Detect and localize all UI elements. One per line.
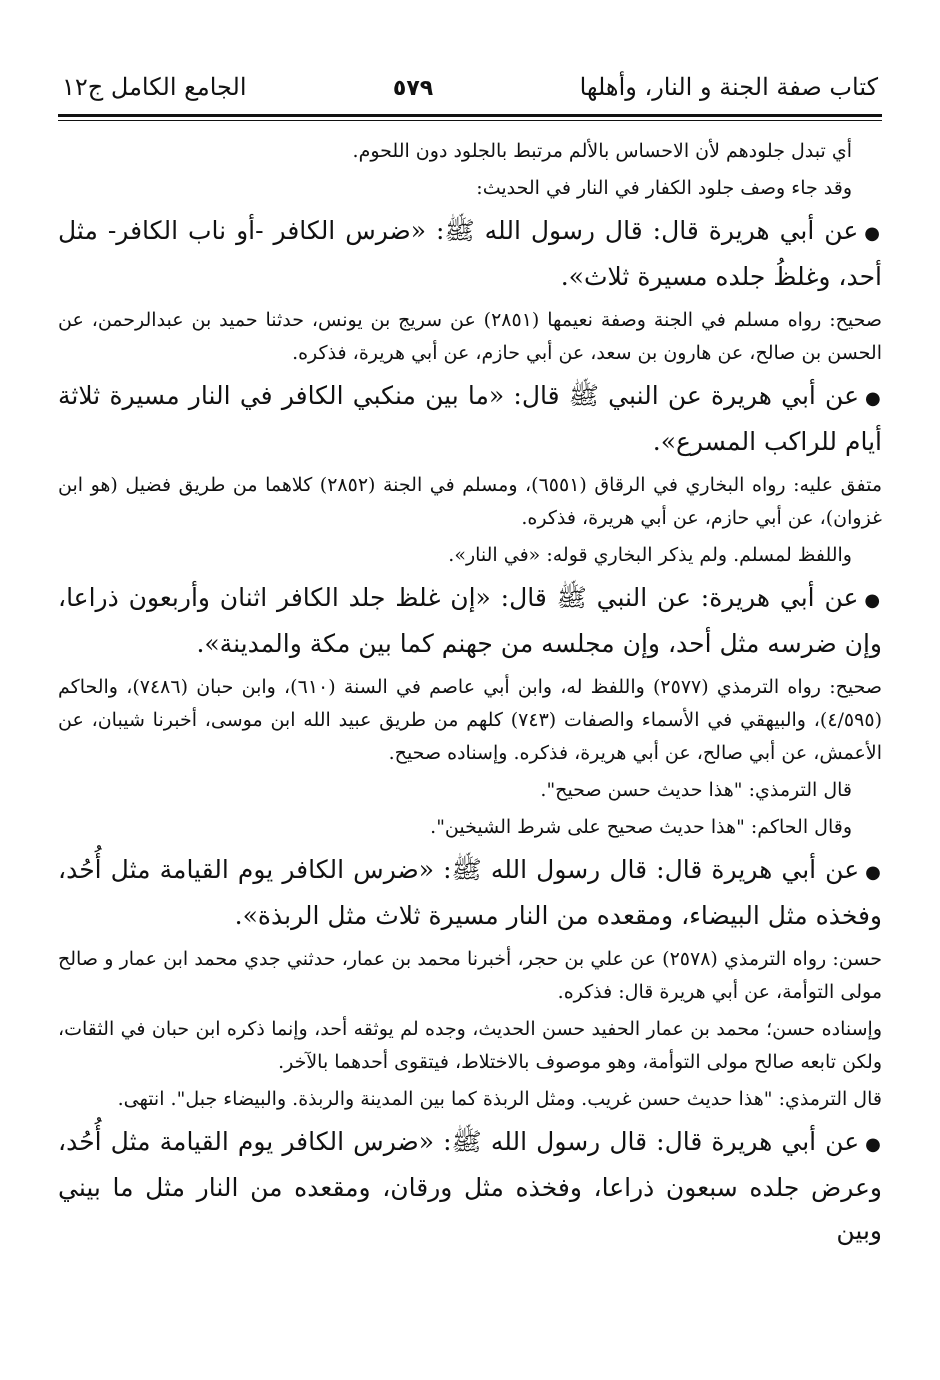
- header-rule-thick: [58, 114, 882, 117]
- chapter-title: كتاب صفة الجنة و النار، وأهلها: [579, 73, 878, 101]
- paragraph-text: قال الترمذي: "هذا حديث حسن غريب. ومثل الربذة كما بين المدينة والربذة. والبيضاء جبل". انتهى.: [117, 1088, 882, 1110]
- page-header: [58, 70, 882, 106]
- commentary-paragraph: [58, 135, 882, 168]
- paragraph-text: واللفظ لمسلم. ولم يذكر البخاري قوله: «في النار».: [448, 544, 852, 566]
- header-rule-thin: [58, 120, 882, 121]
- document-page: [58, 70, 882, 1258]
- paragraph-text: عن أبي هريرة قال: قال رسول الله ﷺ: «ضرس الكافر يوم القيامة مثل أُحُد، وفخذه مثل البيضاء، ومقعده من النار مسيرة ثلاث مثل الربذة».: [58, 855, 882, 930]
- paragraph-text: صحيح: رواه مسلم في الجنة وصفة نعيمها (٢٨٥١) عن سريج بن يونس، حدثنا حميد بن عبدالرحمن، عن الحسن بن صالح، عن هارون بن سعد، عن أبي حازم، عن أبي هريرة، فذكره.: [58, 309, 882, 364]
- commentary-paragraph: [58, 1013, 882, 1079]
- commentary-paragraph: [58, 1083, 882, 1116]
- bullet-icon: ●: [864, 590, 882, 611]
- paragraph-text: أي تبدل جلودهم لأن الاحساس بالألم مرتبط بالجلود دون اللحوم.: [352, 140, 852, 162]
- commentary-paragraph: [58, 943, 882, 1009]
- paragraph-text: عن أبي هريرة قال: قال رسول الله ﷺ: «ضرس الكافر -أو ناب الكافر- مثل أحد، وغلظُ جلده مسيرة ثلاث».: [58, 216, 882, 291]
- hadith-paragraph: [58, 576, 882, 665]
- hadith-paragraph: [58, 1120, 882, 1252]
- bullet-icon: ●: [865, 388, 882, 409]
- bullet-icon: ●: [865, 862, 882, 883]
- hadith-paragraph: [58, 374, 882, 463]
- commentary-paragraph: [58, 304, 882, 370]
- paragraph-text: وإسناده حسن؛ محمد بن عمار الحفيد حسن الحديث، وجده لم يوثقه أحد، وإنما ذكره ابن حبان في الثقات، ولكن تابعه صالح مولى التوأمة، وهو موصوف بالاختلاط، فيتقوى أحدهما بالآخر.: [58, 1018, 882, 1073]
- paragraph-text: عن أبي هريرة عن النبي ﷺ قال: «ما بين منكبي الكافر في النار مسيرة ثلاثة أيام للراكب المسرع».: [58, 381, 882, 456]
- paragraph-text: حسن: رواه الترمذي (٢٥٧٨) عن علي بن حجر، أخبرنا محمد بن عمار، حدثني جدي محمد ابن عمار و صالح مولى التوأمة، عن أبي هريرة قال: فذكره.: [58, 948, 882, 1003]
- hadith-paragraph: [58, 848, 882, 937]
- commentary-paragraph: [58, 811, 882, 844]
- commentary-paragraph: [58, 469, 882, 535]
- page-body: [58, 135, 882, 1252]
- commentary-paragraph: [58, 172, 882, 205]
- book-title: الجامع الكامل ج١٢: [62, 73, 247, 101]
- commentary-paragraph: [58, 539, 882, 572]
- paragraph-text: عن أبي هريرة قال: قال رسول الله ﷺ: «ضرس الكافر يوم القيامة مثل أُحُد، وعرض جلده سبعون ذراعا، وفخذه مثل ورقان، ومقعده من النار مثل ما بيني وبين: [58, 1127, 882, 1245]
- commentary-paragraph: [58, 774, 882, 807]
- paragraph-text: متفق عليه: رواه البخاري في الرقاق (٦٥٥١)، ومسلم في الجنة (٢٨٥٢) كلاهما من طريق فضيل (هو ابن غزوان)، عن أبي حازم، عن أبي هريرة، فذكره.: [58, 474, 882, 529]
- commentary-paragraph: [58, 671, 882, 770]
- paragraph-text: عن أبي هريرة: عن النبي ﷺ قال: «إن غلظ جلد الكافر اثنان وأربعون ذراعا، وإن ضرسه مثل أحد، وإن مجلسه من جهنم كما بين مكة والمدينة».: [58, 583, 882, 658]
- paragraph-text: وقد جاء وصف جلود الكفار في النار في الحديث:: [476, 177, 852, 199]
- paragraph-text: صحيح: رواه الترمذي (٢٥٧٧) واللفظ له، وابن أبي عاصم في السنة (٦١٠)، وابن حبان (٧٤٨٦)، والحاكم (٤/٥٩٥)، والبيهقي في الأسماء والصفات (٧٤٣) كلهم من طريق عبيد الله ابن موسى، أخبرنا شيبان، عن الأعمش، عن أبي صالح، عن أبي هريرة، فذكره. وإسناده صحيح.: [58, 676, 882, 764]
- bullet-icon: ●: [865, 1134, 882, 1155]
- paragraph-text: وقال الحاكم: "هذا حديث صحيح على شرط الشيخين".: [430, 816, 852, 838]
- hadith-paragraph: [58, 209, 882, 298]
- bullet-icon: ●: [864, 223, 882, 244]
- paragraph-text: قال الترمذي: "هذا حديث حسن صحيح".: [540, 779, 852, 801]
- page-number: ٥٧٩: [392, 76, 434, 101]
